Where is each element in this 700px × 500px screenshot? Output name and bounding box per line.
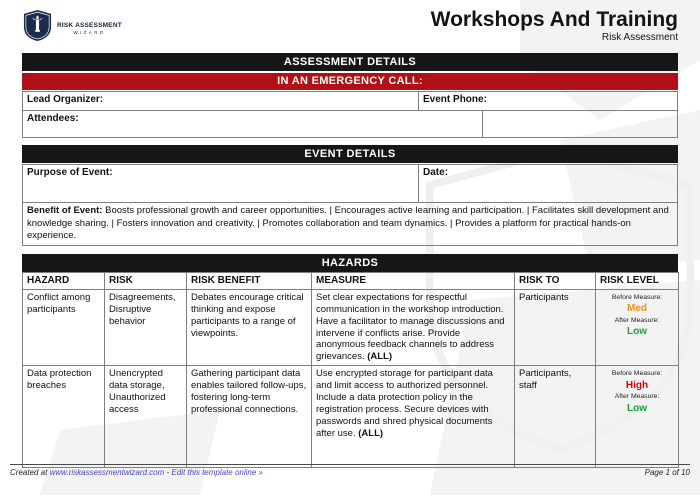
footer-edit-template-link[interactable]: Edit this template online » [171, 468, 263, 477]
risk-level-cell [596, 289, 679, 366]
before-measure-value: Med [627, 303, 647, 315]
before-measure-label: Before Measure: [611, 293, 663, 301]
hazard-row-data-protection [23, 366, 679, 468]
attendees-field: Attendees: [27, 113, 79, 124]
risk-benefit-cell: Debates encourage critical thinking and expose participants to a range of viewpoints. [187, 289, 312, 366]
risk-benefit-cell: Gathering participant data enables tailored follow-ups, fostering long-term professional connections. [187, 366, 312, 468]
brand-logo [22, 9, 122, 47]
page-number: Page 1 of 10 [644, 468, 690, 477]
measure-all-tag: (ALL) [367, 351, 393, 363]
purpose-date-row [22, 164, 678, 203]
measure-text: Set clear expectations for respectful communication in the workshop introduction. Have a facilitator to manage discussions and intervene if conflicts arise. Provide anonymous feedback channels to address grievances. [316, 291, 505, 363]
hazard-cell: Data protection breaches [23, 366, 105, 468]
event-phone-field: Event Phone: [418, 92, 677, 110]
footer-separator: - [164, 468, 172, 477]
after-measure-label: After Measure: [614, 316, 660, 324]
col-hazard: HAZARD [23, 272, 105, 289]
col-risk-level: RISK LEVEL [596, 272, 679, 289]
col-risk-to: RISK TO [515, 272, 596, 289]
measure-text: Use encrypted storage for participant data and limit access to authorized personnel. Include a data protection policy in the registration process. Secure devices with passwords and shred physical documents after use. [316, 368, 493, 440]
lead-organizer-field: Lead Organizer: [27, 94, 104, 105]
attendees-extra-cell [482, 111, 677, 137]
benefit-label: Benefit of Event: [27, 205, 103, 216]
hazards-table [22, 272, 679, 469]
measure-cell [312, 366, 515, 468]
before-measure-value: High [625, 379, 649, 391]
date-field: Date: [418, 165, 677, 202]
measure-all-tag: (ALL) [358, 428, 384, 440]
col-measure: MEASURE [312, 272, 515, 289]
page-footer [10, 464, 690, 477]
shield-lighthouse-icon [22, 9, 53, 47]
brand-wordmark [57, 22, 122, 35]
organizer-phone-row [22, 91, 678, 111]
brand-subname: WIZARD [73, 29, 106, 35]
benefit-text: Boosts professional growth and career opportunities. | Encourages active learning and participation. | Facilitates skill development and knowledge sharing. | Fosters innovation and creativity. | Promotes collaboration and team dynamics. | Provides a platform for practical hands-on experience. [27, 205, 669, 242]
col-risk: RISK [105, 272, 187, 289]
after-measure-label: After Measure: [614, 393, 660, 401]
hazards-header: HAZARDS [22, 254, 678, 272]
after-measure-value: Low [627, 403, 647, 415]
risk-cell: Disagreements, Disruptive behavior [105, 289, 187, 366]
hazards-column-header-row [23, 272, 679, 289]
brand-name: RISK ASSESSMENT [57, 21, 122, 29]
footer-created-text: Created at [10, 468, 50, 477]
assessment-details-header: ASSESSMENT DETAILS [22, 53, 678, 71]
attendees-row [22, 111, 678, 138]
footer-site-link[interactable]: www.riskassessmentwizard.com [49, 468, 165, 477]
risk-level-cell [596, 366, 679, 468]
footer-credit [10, 468, 263, 477]
benefit-of-event-row [22, 203, 678, 246]
purpose-of-event-field: Purpose of Event: [27, 167, 113, 178]
before-measure-label: Before Measure: [611, 370, 663, 378]
page-title: Workshops And Training [430, 8, 678, 31]
risk-cell: Unencrypted data storage, Unauthorized access [105, 366, 187, 468]
page-subtitle: Risk Assessment [601, 32, 678, 44]
event-details-header: EVENT DETAILS [22, 145, 678, 163]
after-measure-value: Low [627, 326, 647, 338]
hazard-cell: Conflict among participants [23, 289, 105, 366]
hazard-row-conflict [23, 289, 679, 366]
page-header [22, 9, 678, 46]
risk-to-cell: Participants, staff [515, 366, 596, 468]
measure-cell [312, 289, 515, 366]
emergency-call-header: IN AN EMERGENCY CALL: [22, 73, 678, 90]
risk-to-cell: Participants [515, 289, 596, 366]
col-risk-benefit: RISK BENEFIT [187, 272, 312, 289]
